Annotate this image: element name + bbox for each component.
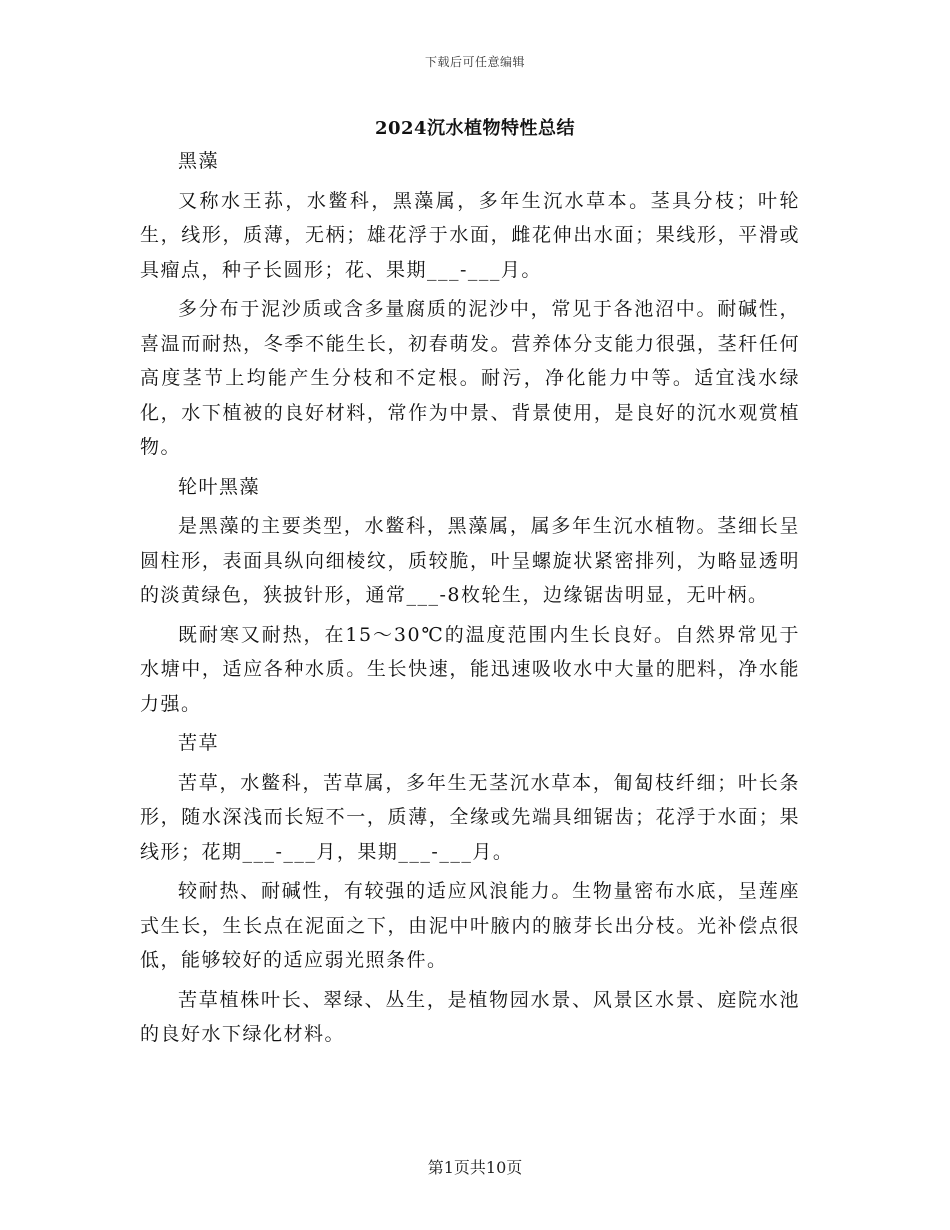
paragraph: 苦草，水鳖科，苦草属，多年生无茎沉水草本，匍匐枝纤细；叶长条形，随水深浅而长短不一，质薄，全缘或先端具细锯齿；花浮于水面；果线形；花期___-___月，果期___-___月。 [140,771,800,863]
paragraph: 苦草植株叶长、翠绿、丛生，是植物园水景、风景区水景、庭院水池的良好水下绿化材料。 [140,988,800,1045]
paragraph: 较耐热、耐碱性，有较强的适应风浪能力。生物量密布水底，呈莲座式生长，生长点在泥面之下，由泥中叶腋内的腋芽长出分枝。光补偿点很低，能够较好的适应弱光照条件。 [140,880,800,971]
document-body [140,144,800,1057]
paragraph: 又称水王荪，水鳖科，黑藻属，多年生沉水草本。茎具分枝；叶轮生，线形，质薄，无柄；雄花浮于水面，雌花伸出水面；果线形，平滑或具瘤点，种子长圆形；花、果期___-___月。 [140,189,800,281]
paragraph: 是黑藻的主要类型，水鳖科，黑藻属，属多年生沉水植物。茎细长呈圆柱形，表面具纵向细棱纹，质较脆，叶呈螺旋状紧密排列，为略显透明的淡黄绿色，狭披针形，通常___-8枚轮生，边缘锯齿明显，无叶柄。 [140,515,800,606]
section-heading-lunye-heizao: 轮叶黑藻 [178,475,261,498]
paragraph: 多分布于泥沙质或含多量腐质的泥沙中，常见于各池沼中。耐碱性，喜温而耐热，冬季不能生长，初春萌发。营养体分支能力很强，茎秆任何高度茎节上均能产生分枝和不定根。耐污，净化能力中等。适宜浅水绿化，水下植被的良好材料，常作为中景、背景使用，是良好的沉水观赏植物。 [140,298,800,458]
header-note: 下载后可任意编辑 [424,55,525,69]
paragraph: 既耐寒又耐热，在15～30℃的温度范围内生长良好。自然界常见于水塘中，适应各种水质。生长快速，能迅速吸收水中大量的肥料，净水能力强。 [140,623,800,715]
document-title: 2024沉水植物特性总结 [374,118,576,139]
page-number: 第1页共10页 [427,1158,523,1177]
section-heading-heizao: 黑藻 [178,150,220,172]
section-heading-kucao: 苦草 [178,732,220,754]
